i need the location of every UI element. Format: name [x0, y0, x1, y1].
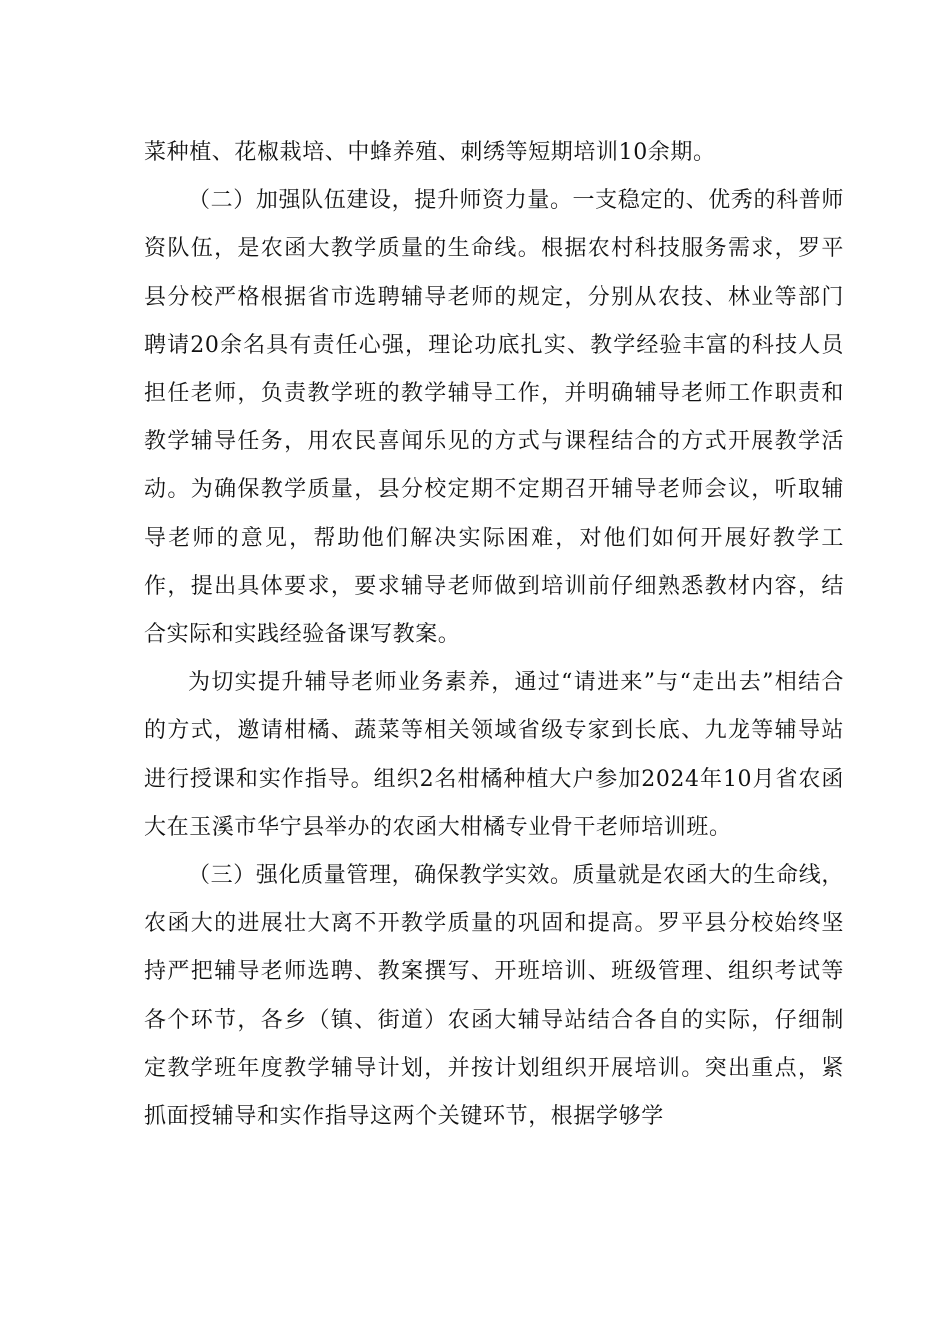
document-body [144, 129, 844, 1141]
paragraph-teacher-skills: 为切实提升辅导老师业务素养，通过“请进来”与“走出去”相结合的方式，邀请柑橘、蔬菜等相关领域省级专家到长底、九龙等辅导站进行授课和实作指导。组织2名柑橘种植大户参加2024年10月省农函大在玉溪市华宁县举办的农函大柑橘专业骨干老师培训班。 [144, 670, 844, 840]
paragraph-teacher-team: （二）加强队伍建设，提升师资力量。一支稳定的、优秀的科普师资队伍，是农函大教学质量的生命线。根据农村科技服务需求，罗平县分校严格根据省市选聘辅导老师的规定，分别从农技、林业等部门聘请20余名具有责任心强，理论功底扎实、教学经验丰富的科技人员担任老师，负责教学班的教学辅导工作，并明确辅导老师工作职责和教学辅导任务，用农民喜闻乐见的方式与课程结合的方式开展教学活动。为确保教学质量，县分校定期不定期召开辅导老师会议，听取辅导老师的意见，帮助他们解决实际困难，对他们如何开展好教学工作，提出具体要求，要求辅导老师做到培训前仔细熟悉教材内容，结合实际和实践经验备课写教案。 [144, 188, 844, 648]
paragraph-quality-management: （三）强化质量管理，确保教学实效。质量就是农函大的生命线，农函大的进展壮大离不开教学质量的巩固和提高。罗平县分校始终坚持严把辅导老师选聘、教案撰写、开班培训、班级管理、组织考试等各个环节，各乡（镇、街道）农函大辅导站结合各自的实际，仔细制定教学班年度教学辅导计划，并按计划组织开展培训。突出重点，紧抓面授辅导和实作指导这两个关键环节，根据学够学 [144, 863, 844, 1130]
paragraph-training-summary: 菜种植、花椒栽培、中蜂养殖、刺绣等短期培训10余期。 [144, 140, 716, 165]
